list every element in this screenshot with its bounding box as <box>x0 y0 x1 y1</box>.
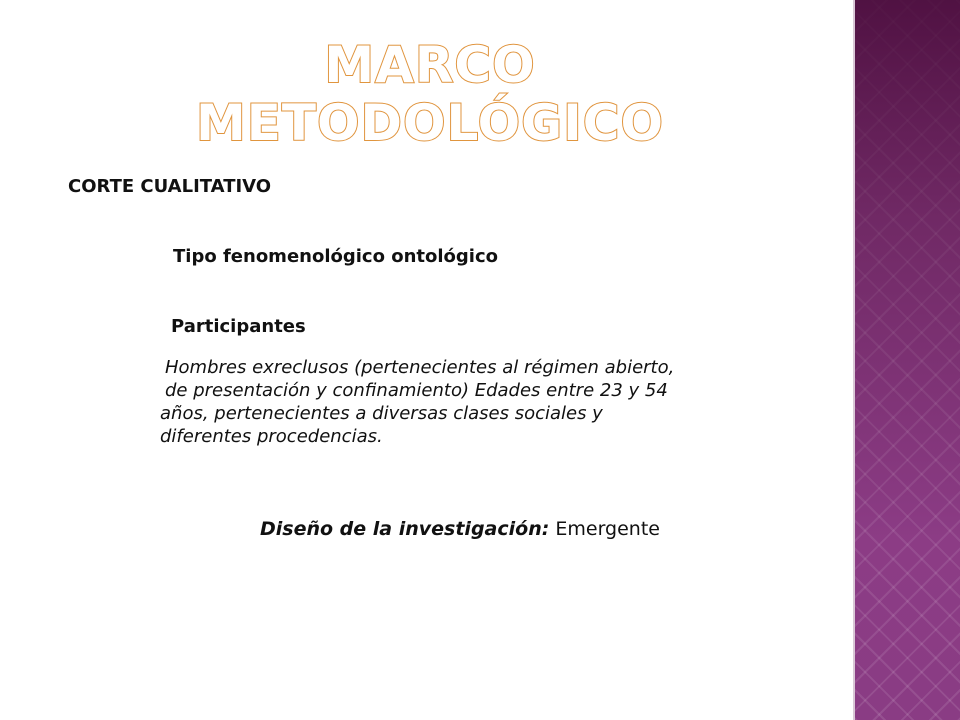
heading-tipo: Tipo fenomenológico ontológico <box>173 246 499 267</box>
heading-corte-cualitativo: CORTE CUALITATIVO <box>68 176 272 197</box>
diseno-value: Emergente <box>549 518 660 540</box>
slide-title: MARCO METODOLÓGICO <box>196 36 664 152</box>
participantes-line-2: de presentación y confinamiento) Edades entre 23 y 54 <box>165 380 668 401</box>
participantes-line-3: años, pertenecientes a diversas clases sociales y <box>160 403 603 424</box>
participantes-line-4: diferentes procedencias. <box>160 426 383 447</box>
participantes-description <box>160 356 810 448</box>
heading-participantes: Participantes <box>171 316 306 337</box>
participantes-line-1: Hombres exreclusos (pertenecientes al régimen abierto, <box>165 357 675 378</box>
diseno-label: Diseño de la investigación: <box>260 518 550 540</box>
diseno-investigacion <box>260 518 660 540</box>
decorative-side-panel <box>855 0 960 720</box>
